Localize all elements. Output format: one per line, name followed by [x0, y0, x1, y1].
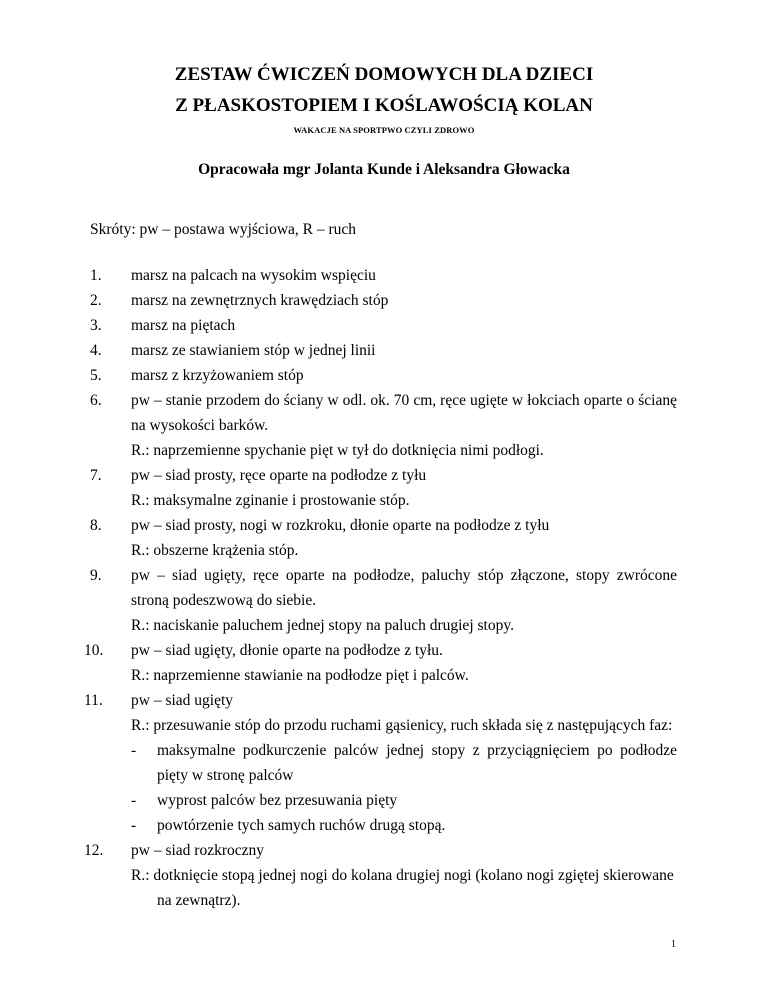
- item-number: 9.: [90, 567, 102, 584]
- phase-text: powtórzenie tych samych ruchów drugą stopą.: [157, 817, 446, 834]
- item-number: 10.: [84, 642, 104, 659]
- page-number: 1: [671, 939, 676, 950]
- item-text: marsz ze stawianiem stóp w jednej linii: [131, 342, 376, 359]
- phase-text-continuation: pięty w stronę palców: [157, 767, 294, 784]
- item-text: pw – siad prosty, nogi w rozkroku, dłonie oparte na podłodze z tyłu: [131, 517, 550, 534]
- item-movement-continuation: na zewnątrz).: [157, 892, 241, 909]
- item-number: 12.: [84, 842, 104, 859]
- item-movement-text: R.: naciskanie paluchem jednej stopy na paluch drugiej stopy.: [131, 617, 514, 634]
- item-text: marsz z krzyżowaniem stóp: [131, 367, 304, 384]
- item-movement-text: R.: naprzemienne spychanie pięt w tył do dotknięcia nimi podłogi.: [131, 442, 544, 459]
- item-text-continuation: na wysokości barków.: [131, 417, 269, 434]
- item-text: pw – siad ugięty: [131, 692, 234, 709]
- item-movement-text: R.: maksymalne zginanie i prostowanie stóp.: [131, 492, 410, 509]
- item-text: pw – siad ugięty, dłonie oparte na podłodze z tyłu.: [131, 642, 443, 659]
- item-text: marsz na piętach: [131, 317, 236, 334]
- item-text: pw – stanie przodem do ściany w odl. ok. 70 cm, ręce ugięte w łokciach oparte o ścianę: [131, 392, 677, 409]
- document-authors: Opracowała mgr Jolanta Kunde i Aleksandra Głowacka: [198, 161, 570, 178]
- phase-dash: -: [131, 742, 137, 759]
- item-number: 5.: [90, 367, 102, 384]
- item-number: 3.: [90, 317, 102, 334]
- phase-text: wyprost palców bez przesuwania pięty: [157, 792, 398, 809]
- item-movement-text: R.: obszerne krążenia stóp.: [131, 542, 299, 559]
- item-number: 2.: [90, 292, 102, 309]
- item-text: pw – siad ugięty, ręce oparte na podłodze, paluchy stóp złączone, stopy zwrócone: [131, 567, 677, 584]
- item-text: marsz na palcach na wysokim wspięciu: [131, 267, 376, 284]
- phase-dash: -: [131, 792, 137, 809]
- item-text: marsz na zewnętrznych krawędziach stóp: [131, 292, 389, 309]
- item-text-continuation: stroną podeszwową do siebie.: [131, 592, 317, 609]
- item-movement-text: R.: naprzemienne stawianie na podłodze pięt i palców.: [131, 667, 469, 684]
- phase-dash: -: [131, 817, 137, 834]
- phase-text: maksymalne podkurczenie palców jednej stopy z przyciągnięciem po podłodze: [157, 742, 677, 759]
- item-number: 11.: [84, 692, 103, 709]
- item-movement-text: R.: przesuwanie stóp do przodu ruchami gąsienicy, ruch składa się z następujących faz:: [131, 717, 673, 734]
- item-text: pw – siad rozkroczny: [131, 842, 264, 859]
- abbreviations-line: Skróty: pw – postawa wyjściowa, R – ruch: [90, 221, 357, 238]
- item-text: pw – siad prosty, ręce oparte na podłodze z tyłu: [131, 467, 427, 484]
- item-movement-text: R.: dotknięcie stopą jednej nogi do kolana drugiej nogi (kolano nogi zgiętej skierowane: [131, 867, 674, 884]
- document-subtitle: WAKACJE NA SPORTPWO CZYLI ZDROWO: [293, 125, 475, 135]
- document-title-line2: Z PŁASKOSTOPIEM I KOŚLAWOŚCIĄ KOLAN: [175, 95, 593, 116]
- item-number: 8.: [90, 517, 102, 534]
- item-number: 4.: [90, 342, 102, 359]
- item-number: 6.: [90, 392, 102, 409]
- item-number: 7.: [90, 467, 102, 484]
- document-title-line1: ZESTAW ĆWICZEŃ DOMOWYCH DLA DZIECI: [174, 64, 594, 85]
- item-number: 1.: [90, 267, 102, 284]
